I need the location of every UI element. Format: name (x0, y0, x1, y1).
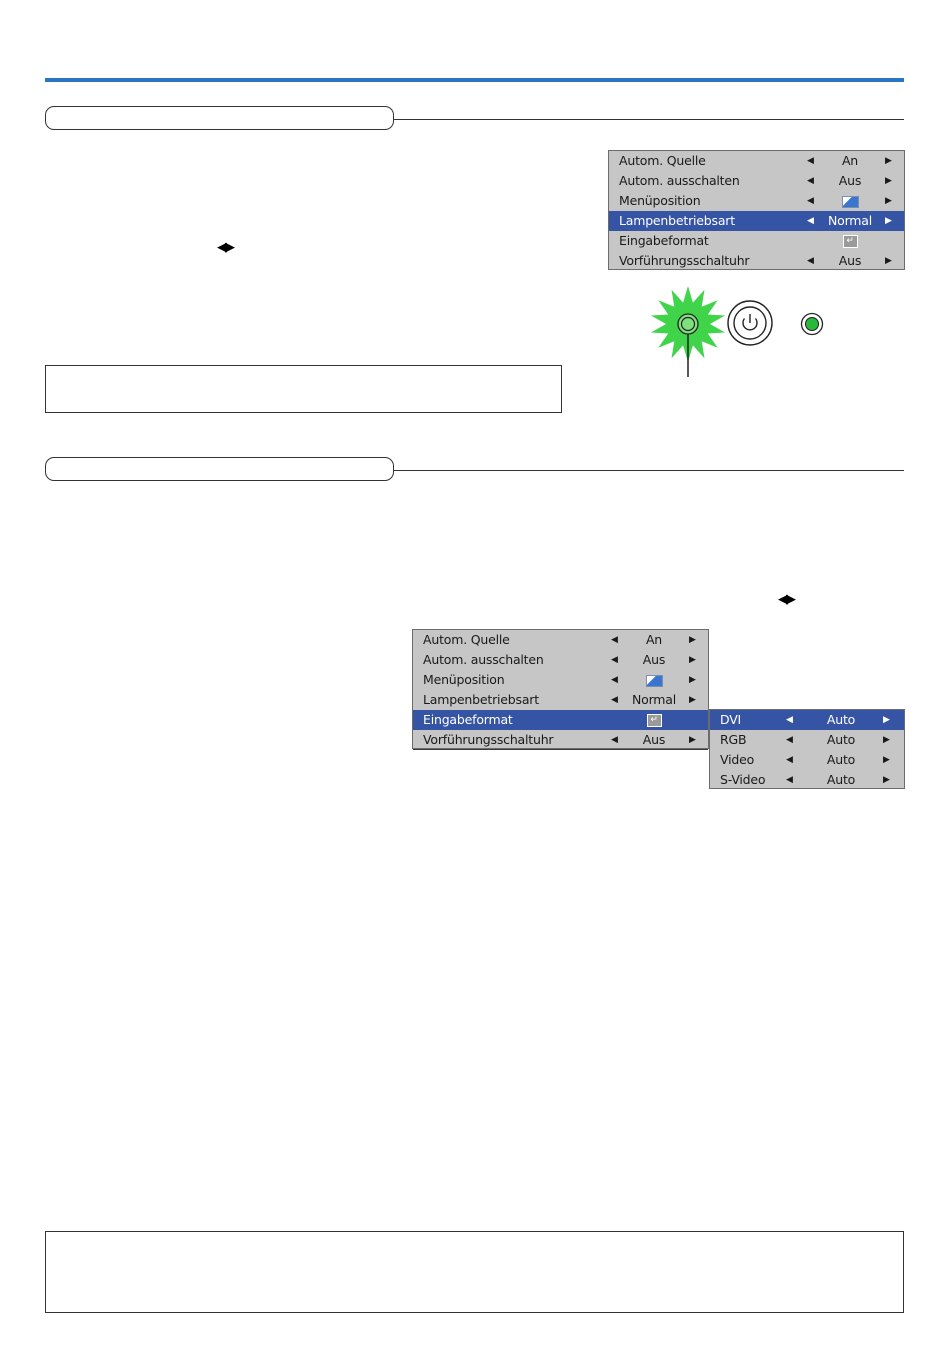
left-arrow-icon[interactable]: ◀ (786, 775, 793, 785)
section-heading-lamp-mode (45, 106, 394, 130)
menu-row[interactable] (413, 690, 708, 710)
menu-row-label: Menüposition (619, 193, 701, 208)
menu-row-value: Normal (827, 213, 873, 228)
menu-row-label: Eingabeformat (423, 712, 513, 727)
menu-row[interactable] (609, 231, 904, 251)
left-arrow-icon[interactable]: ◀ (611, 675, 618, 685)
menu-row[interactable] (710, 730, 904, 750)
menu-row[interactable] (710, 710, 904, 730)
section-divider (394, 470, 904, 471)
right-arrow-icon[interactable]: ▶ (689, 655, 696, 665)
menu-row[interactable] (609, 191, 904, 211)
menu-row[interactable] (609, 171, 904, 191)
left-arrow-icon[interactable]: ◀ (611, 655, 618, 665)
section-divider (394, 119, 904, 120)
menu-row-label: Autom. Quelle (423, 632, 510, 647)
menu-row[interactable] (710, 770, 904, 790)
left-arrow-icon[interactable]: ◀ (611, 735, 618, 745)
menu-row-value: Aus (642, 652, 666, 667)
menu-row[interactable] (710, 750, 904, 770)
indicator-illustration (640, 280, 840, 380)
right-arrow-icon[interactable]: ▶ (883, 755, 890, 765)
left-right-arrow-icon: ◀▶ (217, 239, 233, 254)
section-heading-input-format (45, 457, 394, 481)
menu-row-value: Aus (642, 732, 666, 747)
left-arrow-icon[interactable]: ◀ (807, 196, 814, 206)
osd-menu-top (608, 150, 905, 270)
left-right-arrow-icon: ◀▶ (778, 591, 794, 606)
note-box (45, 365, 562, 413)
menu-row-label: DVI (720, 712, 742, 727)
menu-row-label: Video (720, 752, 755, 767)
right-arrow-icon[interactable]: ▶ (689, 635, 696, 645)
left-arrow-icon[interactable]: ◀ (611, 635, 618, 645)
menu-row-value: Aus (838, 253, 862, 268)
menu-row-value: Normal (631, 692, 677, 707)
menu-row[interactable] (413, 650, 708, 670)
menu-row-label: Autom. ausschalten (423, 652, 544, 667)
menu-position-icon (646, 675, 663, 687)
menu-row-value: Auto (826, 752, 856, 767)
menu-row-label: Autom. ausschalten (619, 173, 740, 188)
left-arrow-icon[interactable]: ◀ (786, 735, 793, 745)
left-arrow-icon[interactable]: ◀ (807, 156, 814, 166)
right-arrow-icon[interactable]: ▶ (883, 775, 890, 785)
menu-row-label: Eingabeformat (619, 233, 709, 248)
left-arrow-icon[interactable]: ◀ (786, 715, 793, 725)
menu-row-label: Vorführungsschaltuhr (423, 732, 554, 747)
osd-submenu-input-format (709, 709, 905, 789)
menu-position-icon (842, 196, 859, 208)
right-arrow-icon[interactable]: ▶ (689, 695, 696, 705)
left-arrow-icon[interactable]: ◀ (786, 755, 793, 765)
menu-row-label: Lampenbetriebsart (423, 692, 539, 707)
menu-row-value: Auto (826, 772, 856, 787)
menu-row[interactable] (413, 730, 708, 750)
header-rule (45, 78, 904, 82)
left-arrow-icon[interactable]: ◀ (807, 216, 814, 226)
menu-row-label: S-Video (720, 772, 766, 787)
right-arrow-icon[interactable]: ▶ (885, 196, 892, 206)
note-box (45, 1231, 904, 1313)
menu-row-value: An (841, 153, 859, 168)
osd-menu-bottom (412, 629, 709, 749)
menu-row[interactable] (609, 251, 904, 271)
right-arrow-icon[interactable]: ▶ (689, 735, 696, 745)
left-arrow-icon[interactable]: ◀ (611, 695, 618, 705)
menu-row[interactable] (413, 710, 708, 730)
menu-row-label: Lampenbetriebsart (619, 213, 735, 228)
left-arrow-icon[interactable]: ◀ (807, 176, 814, 186)
menu-row[interactable] (609, 211, 904, 231)
menu-row-label: Autom. Quelle (619, 153, 706, 168)
menu-row-label: Menüposition (423, 672, 505, 687)
menu-row[interactable] (413, 670, 708, 690)
menu-row[interactable] (609, 151, 904, 171)
left-arrow-icon[interactable]: ◀ (807, 256, 814, 266)
right-arrow-icon[interactable]: ▶ (883, 715, 890, 725)
enter-icon: ↵ (843, 235, 858, 248)
right-arrow-icon[interactable]: ▶ (689, 675, 696, 685)
menu-row-value: Aus (838, 173, 862, 188)
menu-row-label: Vorführungsschaltuhr (619, 253, 750, 268)
menu-row[interactable] (413, 630, 708, 650)
menu-row-value: Auto (826, 732, 856, 747)
right-arrow-icon[interactable]: ▶ (883, 735, 890, 745)
right-arrow-icon[interactable]: ▶ (885, 156, 892, 166)
menu-row-label: RGB (720, 732, 747, 747)
enter-icon: ↵ (647, 714, 662, 727)
right-arrow-icon[interactable]: ▶ (885, 216, 892, 226)
right-arrow-icon[interactable]: ▶ (885, 256, 892, 266)
menu-row-value: An (645, 632, 663, 647)
right-arrow-icon[interactable]: ▶ (885, 176, 892, 186)
menu-row-value: Auto (826, 712, 856, 727)
